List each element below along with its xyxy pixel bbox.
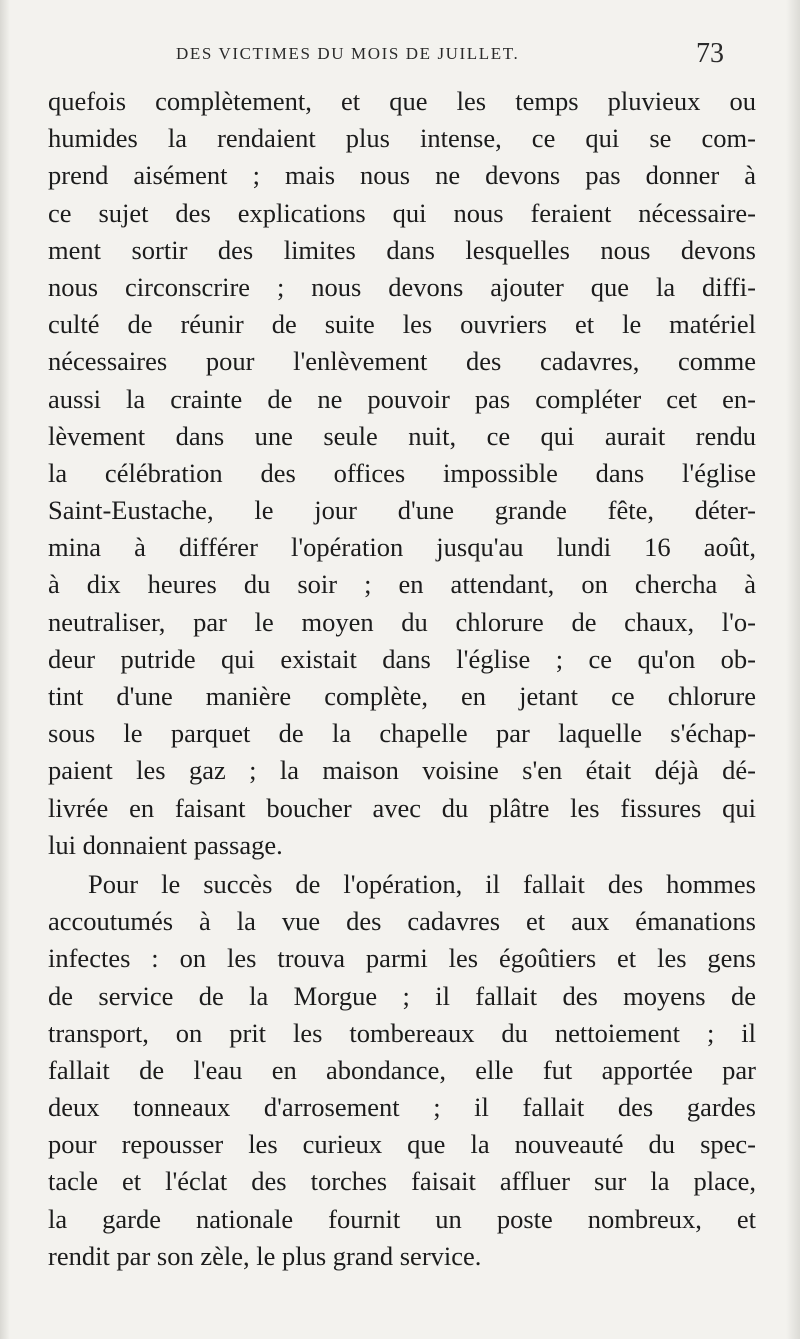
- text-line: ment sortir des limites dans lesquelles nous devons: [48, 234, 756, 265]
- text-line: lèvement dans une seule nuit, ce qui aurait rendu: [48, 420, 756, 451]
- text-line: la célébration des offices impossible dans l'église: [48, 457, 756, 488]
- text-line: infectes : on les trouva parmi les égoûtiers et les gens: [48, 943, 756, 974]
- text-line: paient les gaz ; la maison voisine s'en était déjà dé-: [48, 755, 756, 786]
- text-line: Pour le succès de l'opération, il fallait des hommes: [88, 868, 756, 899]
- text-line: livrée en faisant boucher avec du plâtre les fissures qui: [48, 792, 756, 823]
- text-line: nécessaires pour l'enlèvement des cadavres, comme: [48, 346, 756, 377]
- text-line: fallait de l'eau en abondance, elle fut apportée par: [48, 1054, 756, 1085]
- page-edge-right: [786, 0, 800, 1339]
- text-line: prend aisément ; mais nous ne devons pas donner à: [48, 160, 756, 191]
- text-line: à dix heures du soir ; en attendant, on chercha à: [48, 569, 756, 600]
- text-line: mina à différer l'opération jusqu'au lundi 16 août,: [48, 532, 756, 563]
- text-line: tint d'une manière complète, en jetant ce chlorure: [48, 681, 756, 711]
- text-line: Saint-Eustache, le jour d'une grande fête, déter-: [48, 495, 756, 526]
- text-line: culté de réunir de suite les ouvriers et le matériel: [48, 309, 756, 340]
- text-line: nous circonscrire ; nous devons ajouter que la diffi-: [48, 271, 756, 302]
- text-line: accoutumés à la vue des cadavres et aux émanations: [48, 906, 756, 937]
- text-line: deur putride qui existait dans l'église ; ce qu'on ob-: [48, 643, 756, 674]
- text-line: quefois complètement, et que les temps pluvieux ou: [48, 86, 756, 116]
- text-line: sous le parquet de la chapelle par laquelle s'échap-: [48, 718, 756, 749]
- text-line: transport, on prit les tombereaux du nettoiement ; il: [48, 1017, 756, 1048]
- page-number: 73: [696, 38, 724, 69]
- text-line: ce sujet des explications qui nous feraient nécessaire-: [48, 197, 756, 228]
- text-line: la garde nationale fournit un poste nombreux, et: [48, 1203, 756, 1234]
- paragraph-2: [48, 866, 756, 1275]
- page-edge-left: [0, 0, 10, 1339]
- text-line: lui donnaient passage.: [48, 829, 283, 860]
- text-line: aussi la crainte de ne pouvoir pas compléter cet en-: [48, 383, 756, 414]
- running-title: DES VICTIMES DU MOIS DE JUILLET.: [176, 44, 520, 63]
- text-line: de service de la Morgue ; il fallait des moyens de: [48, 980, 756, 1011]
- page-body: [48, 83, 756, 1275]
- text-line: deux tonneaux d'arrosement ; il fallait des gardes: [48, 1092, 756, 1123]
- text-line: neutraliser, par le moyen du chlorure de chaux, l'o-: [48, 606, 756, 637]
- text-line: humides la rendaient plus intense, ce qui se com-: [48, 123, 756, 154]
- text-line: tacle et l'éclat des torches faisait affluer sur la place,: [48, 1166, 756, 1197]
- paragraph-1: [48, 83, 756, 864]
- text-line: rendit par son zèle, le plus grand service.: [48, 1240, 482, 1271]
- text-line: pour repousser les curieux que la nouveauté du spec-: [48, 1129, 756, 1160]
